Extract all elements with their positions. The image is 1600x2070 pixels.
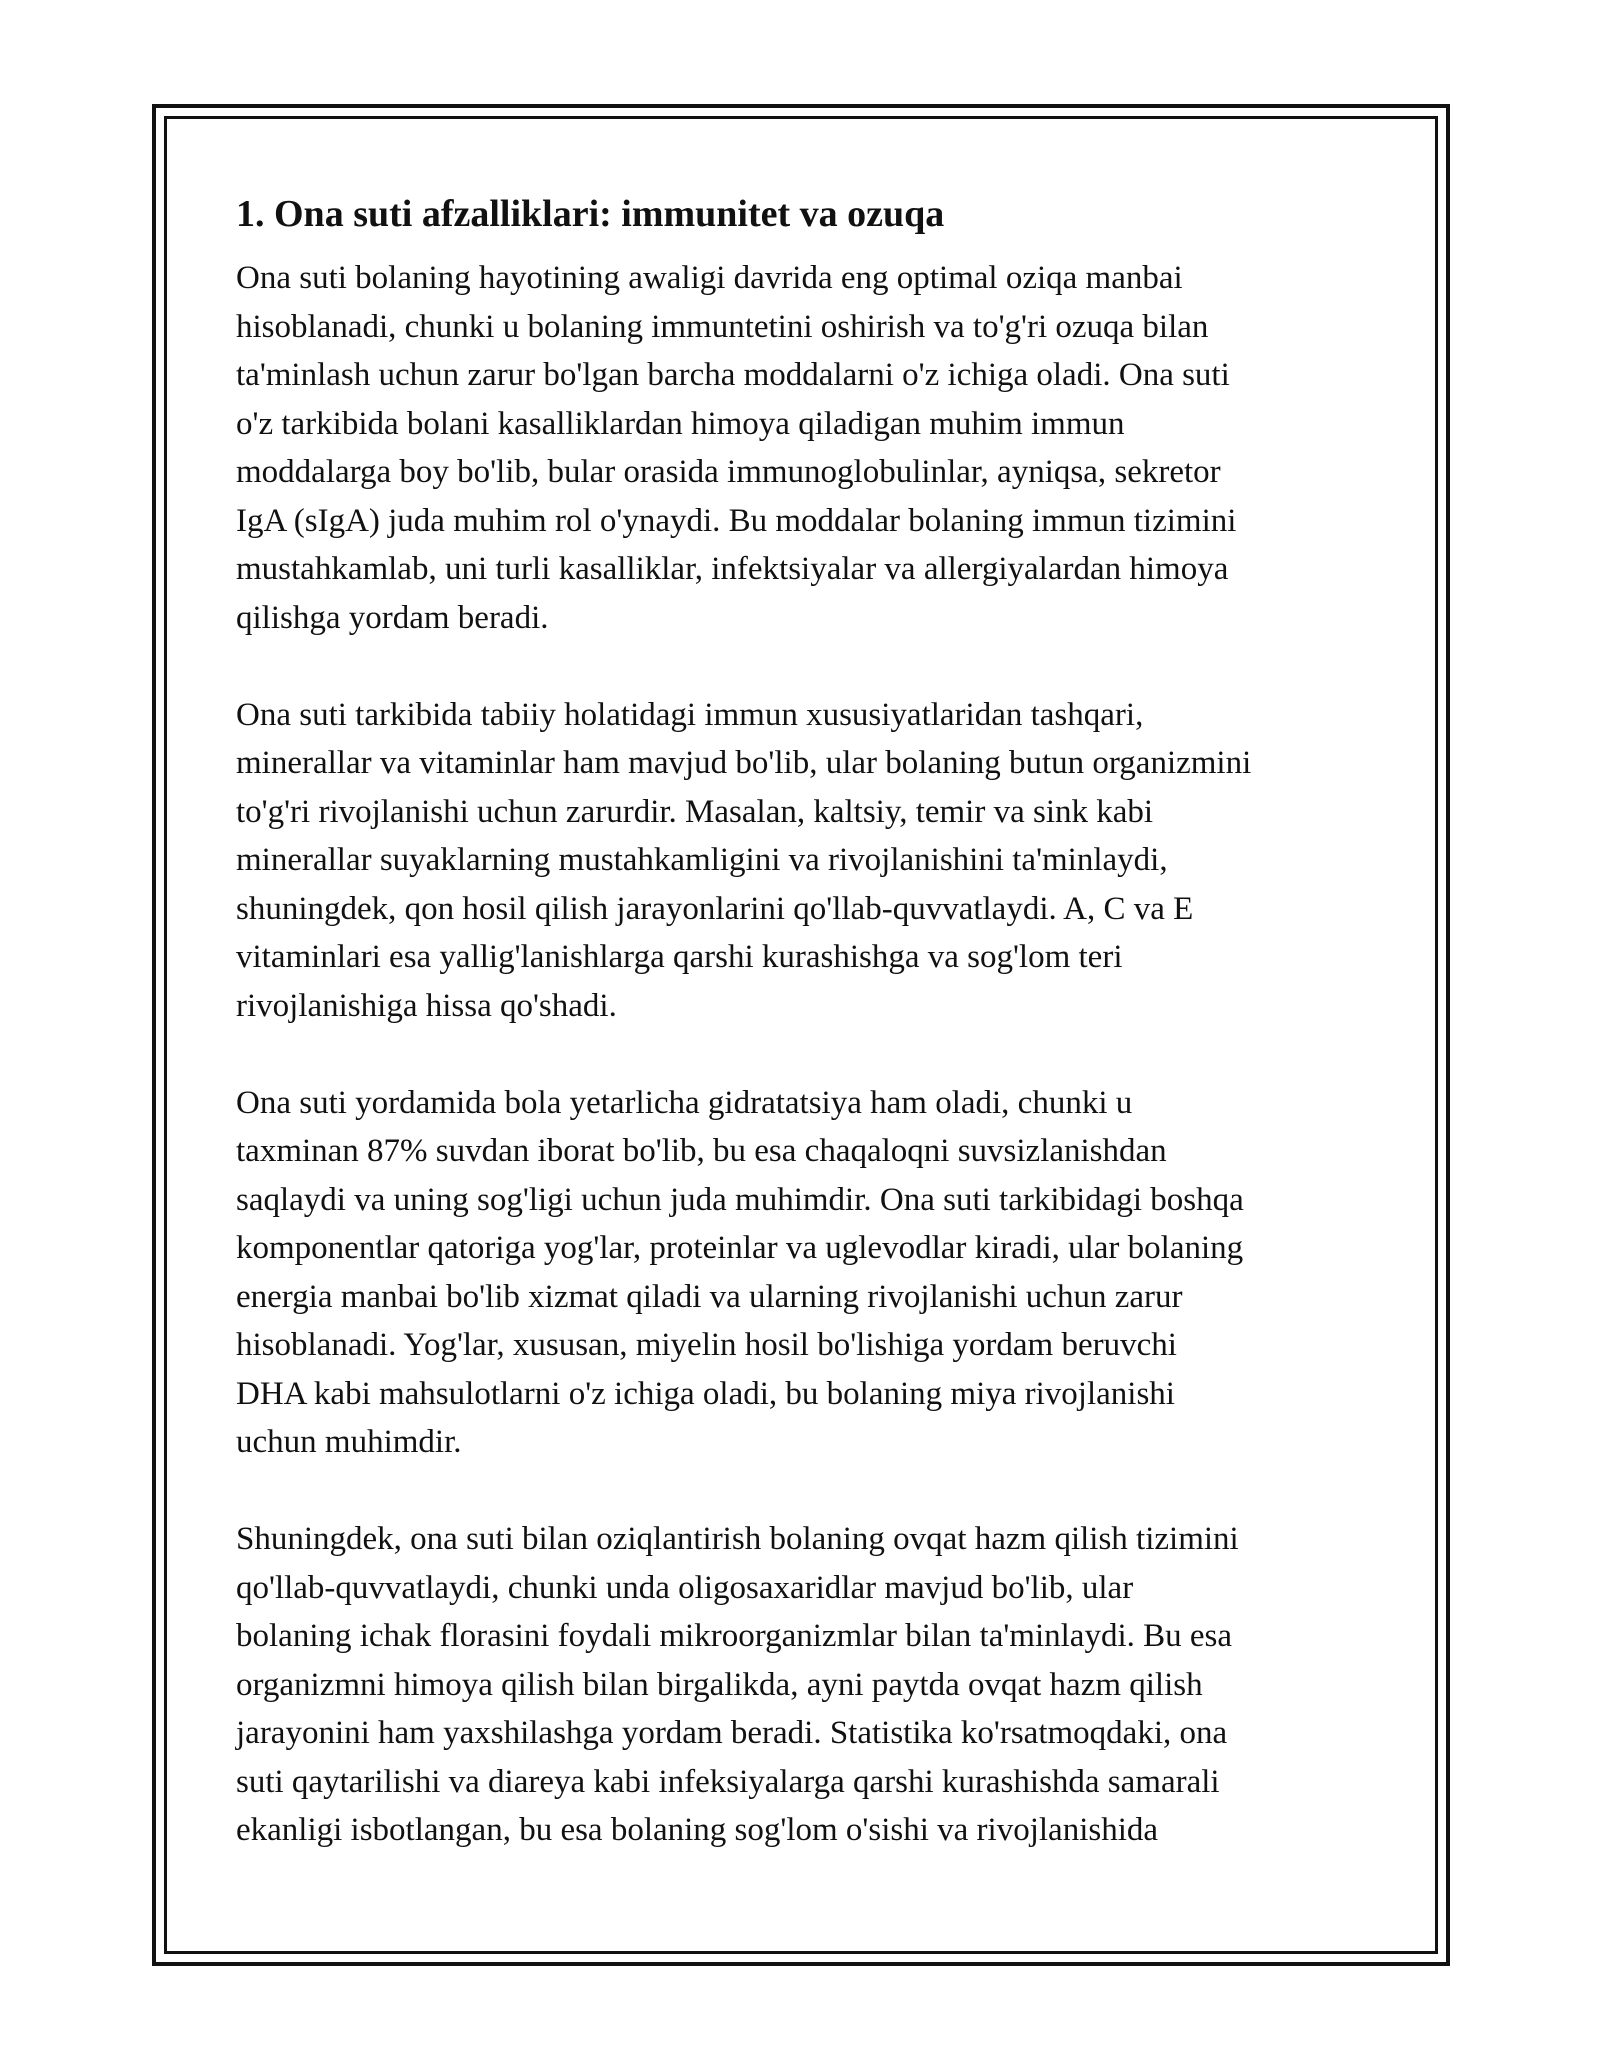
text-line: moddalarga boy bo'lib, bular orasida immunoglobulinlar, ayniqsa, sekretor bbox=[236, 454, 1221, 490]
text-line: Ona suti bolaning hayotining awaligi davrida eng optimal oziqa manbai bbox=[236, 260, 1183, 296]
text-line: to'g'ri rivojlanishi uchun zarurdir. Masalan, kaltsiy, temir va sink kabi bbox=[236, 793, 1154, 830]
text-line: Ona suti yordamida bola yetarlicha gidratatsiya ham oladi, chunki u bbox=[236, 1084, 1133, 1121]
text-line: ta'minlash uchun zarur bo'lgan barcha moddalarni o'z ichiga oladi. Ona suti bbox=[236, 357, 1230, 393]
paragraph-1 bbox=[236, 254, 1386, 642]
text-line: vitaminlari esa yallig'lanishlarga qarshi kurashishga va sog'lom teri bbox=[236, 939, 1123, 975]
text-line: taxminan 87% suvdan iborat bo'lib, bu esa chaqaloqni suvsizlanishdan bbox=[236, 1133, 1167, 1169]
text-line: Ona suti tarkibida tabiiy holatidagi immun xususiyatlaridan tashqari, bbox=[236, 696, 1144, 733]
paragraph-2 bbox=[236, 691, 1386, 1031]
text-line: shuningdek, qon hosil qilish jarayonlarini qo'llab-quvvatlaydi. A, C va E bbox=[236, 890, 1194, 927]
text-line: bolaning ichak florasini foydali mikroorganizmlar bilan ta'minlaydi. Bu esa bbox=[236, 1618, 1233, 1654]
text-line: minerallar va vitaminlar ham mavjud bo'lib, ular bolaning butun organizmini bbox=[236, 745, 1252, 781]
text-line: suti qaytarilishi va diareya kabi infeksiyalarga qarshi kurashishda samarali bbox=[236, 1763, 1220, 1800]
text-line: qo'llab-quvvatlaydi, chunki unda oligosaxaridlar mavjud bo'lib, ular bbox=[236, 1569, 1134, 1606]
paragraph-3 bbox=[236, 1079, 1386, 1467]
text-line: Shuningdek, ona suti bilan oziqlantirish bolaning ovqat hazm qilish tizimini bbox=[236, 1521, 1239, 1557]
text-line: jarayonini ham yaxshilashga yordam beradi. Statistika ko'rsatmoqdaki, ona bbox=[236, 1715, 1228, 1751]
text-line: DHA kabi mahsulotlarni o'z ichiga oladi, bu bolaning miya rivojlanishi bbox=[236, 1375, 1175, 1412]
text-line: komponentlar qatoriga yog'lar, proteinlar va uglevodlar kiradi, ular bolaning bbox=[236, 1230, 1244, 1266]
text-line: rivojlanishiga hissa qo'shadi. bbox=[236, 987, 617, 1024]
text-line: energia manbai bo'lib xizmat qiladi va ularning rivojlanishi uchun zarur bbox=[236, 1278, 1183, 1315]
text-line: organizmni himoya qilish bilan birgalikda, ayni paytda ovqat hazm qilish bbox=[236, 1666, 1203, 1703]
text-line: ekanligi isbotlangan, bu esa bolaning sog'lom o'sishi va rivojlanishida bbox=[236, 1812, 1159, 1848]
document-body bbox=[236, 188, 1386, 1903]
text-line: saqlaydi va uning sog'ligi uchun juda muhimdir. Ona suti tarkibidagi boshqa bbox=[236, 1181, 1244, 1218]
text-line: minerallar suyaklarning mustahkamligini va rivojlanishini ta'minlaydi, bbox=[236, 842, 1168, 878]
text-line: IgA (sIgA) juda muhim rol o'ynaydi. Bu moddalar bolaning immun tizimini bbox=[236, 502, 1237, 539]
text-line: qilishga yordam beradi. bbox=[236, 599, 549, 636]
text-line: uchun muhimdir. bbox=[236, 1424, 462, 1460]
text-line: hisoblanadi. Yog'lar, xususan, miyelin hosil bo'lishiga yordam beruvchi bbox=[236, 1327, 1177, 1363]
paragraph-4 bbox=[236, 1515, 1386, 1855]
section-heading: 1. Ona suti afzalliklari: immunitet va ozuqa bbox=[236, 193, 945, 235]
text-line: mustahkamlab, uni turli kasalliklar, infektsiyalar va allergiyalardan himoya bbox=[236, 551, 1229, 587]
text-line: o'z tarkibida bolani kasalliklardan himoya qiladigan muhim immun bbox=[236, 405, 1125, 442]
text-line: hisoblanadi, chunki u bolaning immuntetini oshirish va to'g'ri ozuqa bilan bbox=[236, 308, 1209, 345]
